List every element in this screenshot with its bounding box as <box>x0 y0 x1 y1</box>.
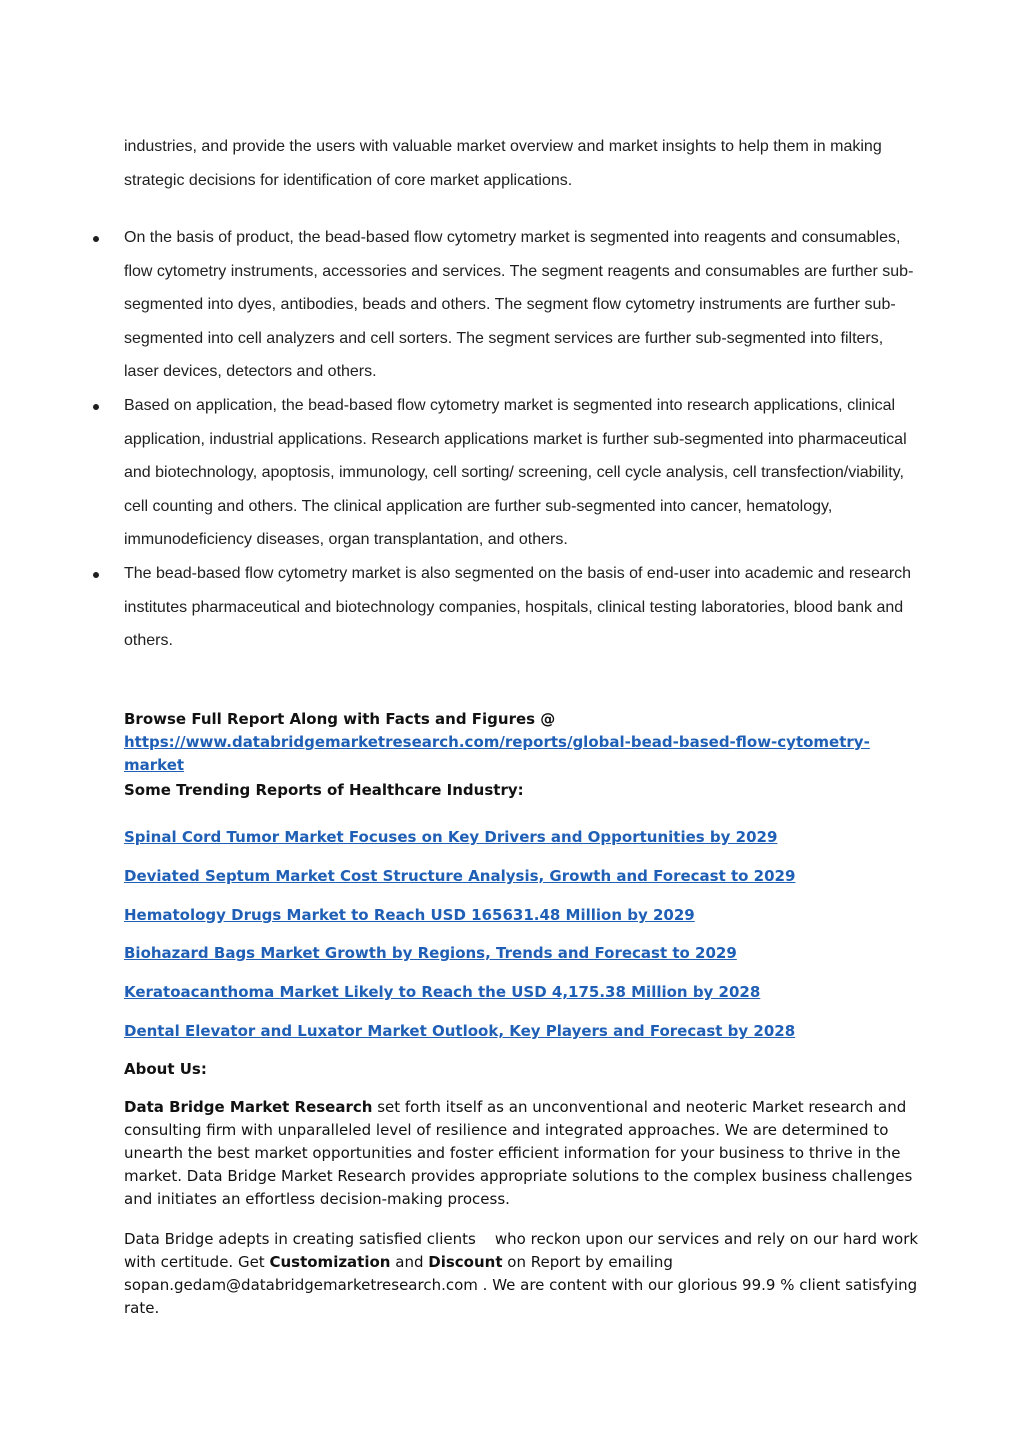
browse-section <box>124 708 924 777</box>
discount-label: Discount <box>428 1253 503 1271</box>
contact-paragraph <box>124 1228 924 1320</box>
contact-text: Data Bridge adepts in creating satisfied clients who reckon upon our services and rely on our hard work with certitude. Get <box>124 1230 923 1271</box>
intro-paragraph: industries, and provide the users with valuable market overview and market insights to help them in making strategic decisions for identification of core market applications. <box>124 138 882 189</box>
contact-text-rest: on Report by emailing sopan.gedam@databridgemarketresearch.com . We are content with our glorious 99.9 % client satisfying rate. <box>124 1253 922 1317</box>
bullet-text: On the basis of product, the bead-based flow cytometry market is segmented into reagents and consumables, flow cytometry instruments, accessories and services. The segment reagents and consumables are further sub-segmented into dyes, antibodies, beads and others. The segment flow cytometry instruments are further sub-segmented into cell analyzers and cell sorters. The segment services are further sub-segmented into filters, laser devices, detectors and others. <box>124 229 914 381</box>
bullet-item-application <box>0 389 914 557</box>
bullet-text: Based on application, the bead-based flow cytometry market is segmented into research applications, clinical application, industrial applications. Research applications market is further sub-segmented into pharmaceutical and biotechnology, apoptosis, immunology, cell sorting/ screening, cell cycle analysis, cell transfection/viability, cell counting and others. The clinical application are further sub-segmented into cancer, hematology, immunodeficiency diseases, organ transplantation, and others. <box>124 396 907 549</box>
bullet-icon <box>93 236 99 242</box>
bullet-item-end-user <box>0 557 914 658</box>
bullet-item-product <box>0 221 914 389</box>
bullet-icon <box>93 572 99 578</box>
report-url-link[interactable]: https://www.databridgemarketresearch.com/reports/global-bead-based-flow-cytometry-market <box>124 733 870 774</box>
customization-label: Customization <box>269 1253 391 1271</box>
contact-and-text: and <box>390 1253 429 1271</box>
about-heading: About Us: <box>124 1060 207 1078</box>
trending-heading: Some Trending Reports of Healthcare Industry: <box>124 781 524 799</box>
browse-label: Browse Full Report Along with Facts and Figures @ <box>124 710 556 728</box>
segment-bullet-list <box>0 221 1000 658</box>
about-paragraph <box>124 1096 924 1211</box>
trending-link[interactable]: Hematology Drugs Market to Reach USD 165631.48 Million by 2029 <box>124 906 695 924</box>
bullet-icon <box>93 404 99 410</box>
company-name: Data Bridge Market Research <box>124 1098 373 1116</box>
trending-link[interactable]: Dental Elevator and Luxator Market Outlook, Key Players and Forecast by 2028 <box>124 1022 796 1040</box>
trending-link[interactable]: Spinal Cord Tumor Market Focuses on Key Drivers and Opportunities by 2029 <box>124 828 778 846</box>
about-paragraph-text: set forth itself as an unconventional and neoteric Market research and consulting firm with unparalleled level of resilience and integrated approaches. We are determined to unearth the best market opportunities and foster efficient information for your business to thrive in the market. Data Bridge Market Research provides appropriate solutions to the complex business challenges and initiates an effortless decision-making process. <box>124 1098 913 1208</box>
bullet-text: The bead-based flow cytometry market is also segmented on the basis of end-user into academic and research institutes pharmaceutical and biotechnology companies, hospitals, clinical testing laboratories, blood bank and others. <box>124 564 912 650</box>
trending-link[interactable]: Keratoacanthoma Market Likely to Reach the USD 4,175.38 Million by 2028 <box>124 983 761 1001</box>
trending-link[interactable]: Deviated Septum Market Cost Structure Analysis, Growth and Forecast to 2029 <box>124 867 796 885</box>
trending-link[interactable]: Biohazard Bags Market Growth by Regions, Trends and Forecast to 2029 <box>124 944 737 962</box>
